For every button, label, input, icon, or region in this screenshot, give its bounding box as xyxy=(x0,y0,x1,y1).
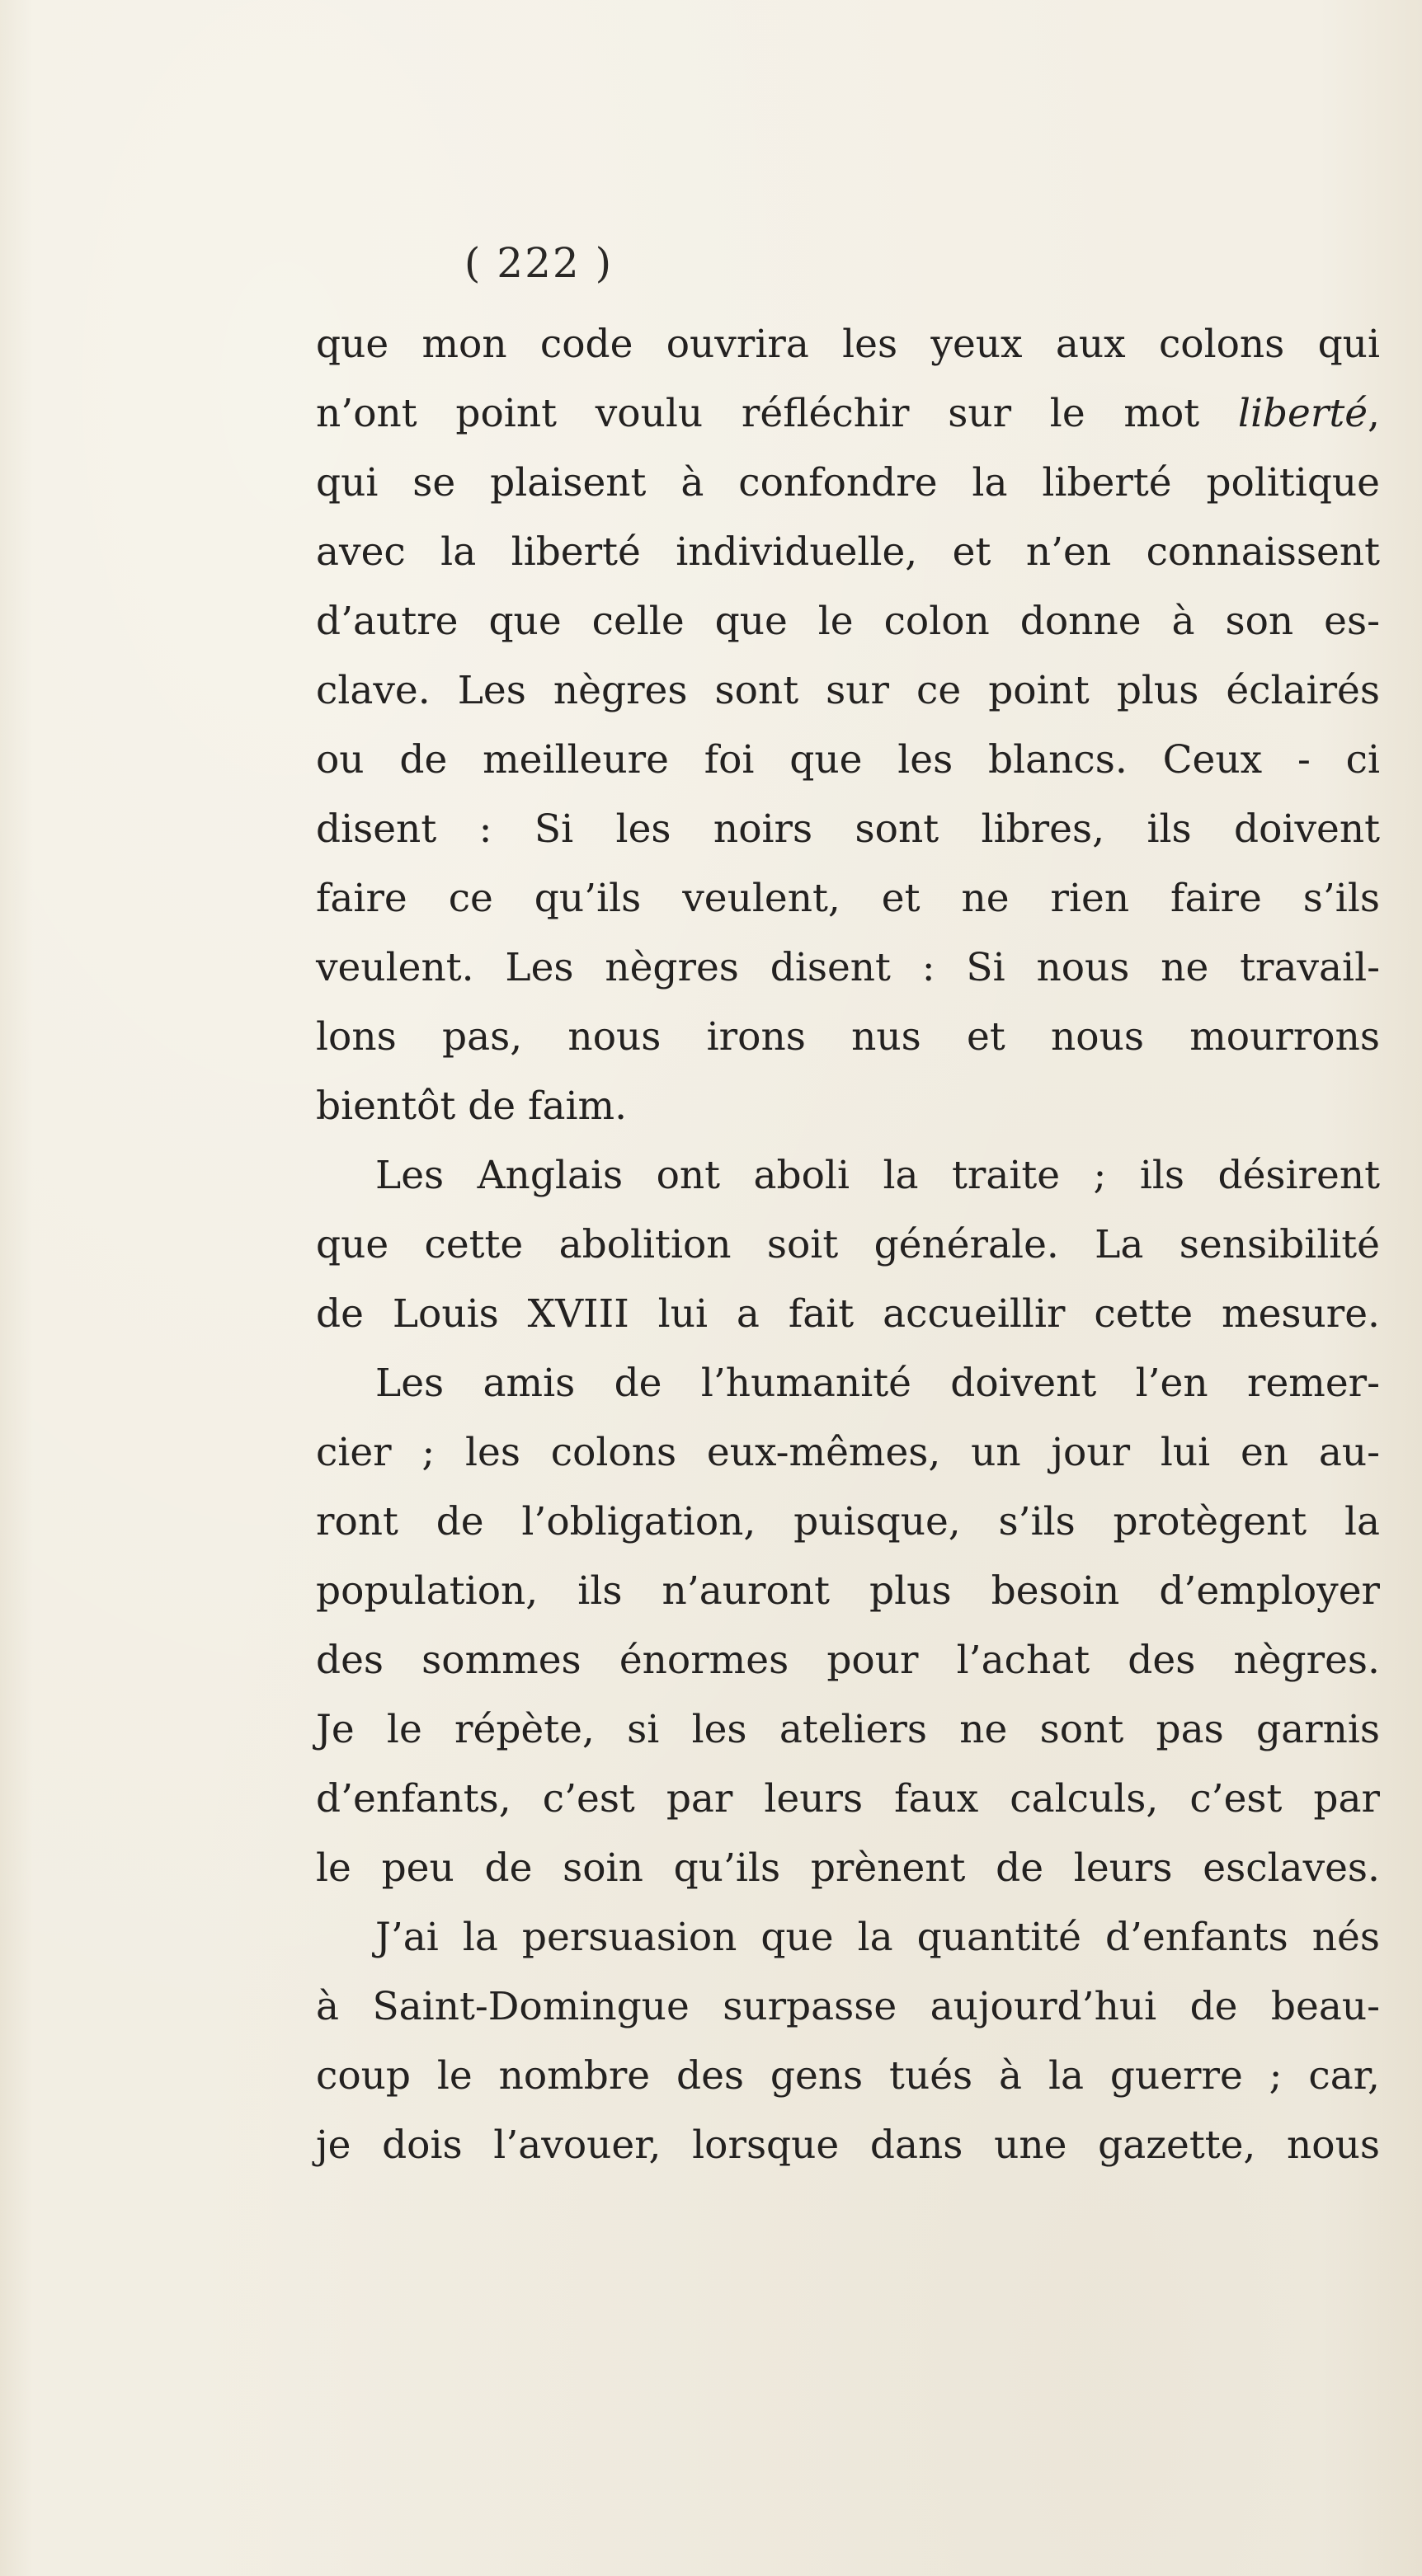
text-line: Je le répète, si les ateliers ne sont pas garnis xyxy=(316,1707,1380,1752)
paragraph-first-line: J’ai la persuasion que la quantité d’enfants nés xyxy=(375,1915,1380,1960)
text-line: que mon code ouvrira les yeux aux colons qui xyxy=(316,322,1380,367)
text-line: que cette abolition soit générale. La sensibilité xyxy=(316,1222,1380,1267)
text-line: d’enfants, c’est par leurs faux calculs, c’est par xyxy=(316,1776,1380,1822)
text-line: avec la liberté individuelle, et n’en connaissent xyxy=(316,529,1380,575)
text-line: des sommes énormes pour l’achat des nègres. xyxy=(316,1638,1380,1683)
text-line xyxy=(316,379,1380,449)
text-line: le peu de soin qu’ils prènent de leurs esclaves. xyxy=(316,1845,1380,1891)
text-segment: , xyxy=(1368,391,1380,436)
text-line: disent : Si les noirs sont libres, ils doivent xyxy=(316,806,1380,852)
text-line: population, ils n’auront plus besoin d’employer xyxy=(316,1568,1380,1614)
text-line: d’autre que celle que le colon donne à son es- xyxy=(316,599,1380,644)
italic-word: liberté xyxy=(1237,391,1368,436)
paragraph-first-line: Les Anglais ont aboli la traite ; ils désirent xyxy=(375,1153,1380,1198)
text-line: bientôt de faim. xyxy=(316,1084,628,1129)
text-segment: n’ont point voulu réfléchir sur le mot xyxy=(316,391,1238,436)
text-line: clave. Les nègres sont sur ce point plus éclairés xyxy=(316,668,1380,713)
text-line: coup le nombre des gens tués à la guerre ; car, xyxy=(316,2053,1380,2099)
text-line: à Saint-Domingue surpasse aujourd’hui de beau- xyxy=(316,1984,1380,2029)
text-line: ou de meilleure foi que les blancs. Ceux - ci xyxy=(316,737,1380,783)
text-line: je dois l’avouer, lorsque dans une gazette, nous xyxy=(316,2122,1380,2168)
text-line: faire ce qu’ils veulent, et ne rien faire s’ils xyxy=(316,876,1380,921)
paragraph-first-line: Les amis de l’humanité doivent l’en remer- xyxy=(375,1361,1380,1406)
text-line: lons pas, nous irons nus et nous mourrons xyxy=(316,1014,1380,1060)
text-line: ront de l’obligation, puisque, s’ils protègent la xyxy=(316,1499,1380,1544)
text-line: cier ; les colons eux-mêmes, un jour lui en au- xyxy=(316,1430,1380,1475)
text-line: qui se plaisent à confondre la liberté politique xyxy=(316,460,1380,505)
text-line: veulent. Les nègres disent : Si nous ne travail- xyxy=(316,945,1380,990)
text-line: de Louis XVIII lui a fait accueillir cette mesure. xyxy=(316,1291,1380,1337)
page-number: ( 222 ) xyxy=(464,239,614,287)
